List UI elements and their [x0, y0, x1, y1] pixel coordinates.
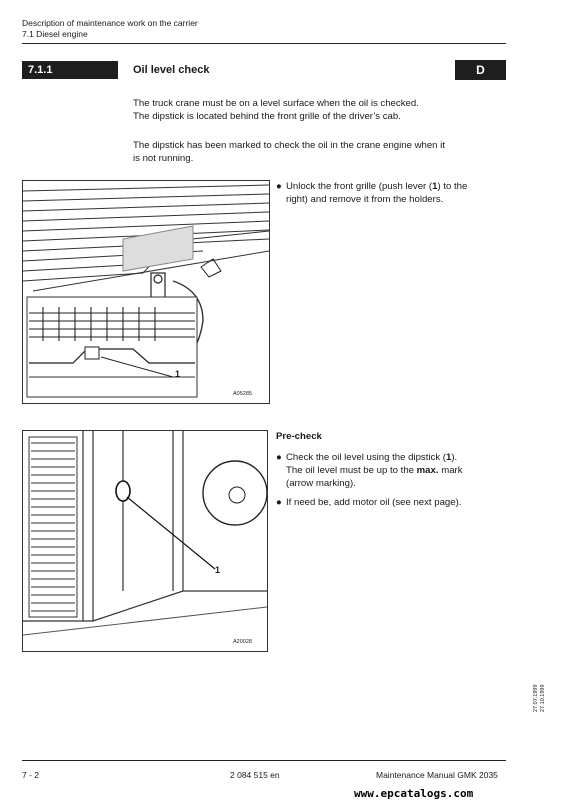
intro-paragraph-1	[133, 97, 513, 123]
precheck-b2-line1: If need be, add motor oil (see next page).	[286, 497, 462, 508]
bullet-item	[276, 496, 526, 509]
figure2-callout-1: 1	[215, 565, 221, 575]
engine-type-tag: D	[455, 60, 506, 80]
bullet-icon: ●	[276, 497, 282, 508]
bullet-item	[276, 180, 516, 206]
bullet-icon: ●	[276, 181, 282, 192]
footer-page-number: 7 - 2	[22, 770, 40, 780]
side-date-1: 27.07.1999	[533, 684, 539, 712]
bullet-icon: ●	[276, 452, 282, 463]
front-grille-illustration	[23, 181, 269, 403]
section-number-bar	[22, 61, 118, 79]
footer-rule	[22, 760, 506, 761]
precheck-text: The oil level must be up to the	[286, 465, 417, 476]
header-rule	[22, 43, 506, 44]
footer-doc-number: 2 084 515 en	[230, 770, 280, 780]
section-number: 7.1.1	[28, 64, 53, 76]
figure1-callout-1: 1	[175, 369, 181, 379]
footer-manual-title: Maintenance Manual GMK 2035	[376, 770, 498, 780]
intro-line: The truck crane must be on a level surface when the oil is checked.	[133, 98, 419, 109]
precheck-text: Check the oil level using the dipstick (	[286, 452, 446, 463]
precheck-section	[276, 430, 526, 509]
precheck-max: max.	[416, 465, 439, 476]
step-unlock-grille	[276, 180, 516, 206]
side-date-2: 27.10.1999	[540, 684, 546, 712]
precheck-b1-line3: (arrow marking).	[286, 478, 356, 489]
precheck-b1-line1	[286, 451, 463, 464]
bullet-item	[276, 451, 526, 490]
section-title: Oil level check	[133, 64, 210, 76]
step1-text: ) to the	[437, 181, 468, 192]
header-chapter: Description of maintenance work on the carrier	[22, 18, 198, 28]
figure-front-grille	[22, 180, 270, 404]
intro-line: The dipstick is located behind the front grille of the driver’s cab.	[133, 111, 401, 122]
step1-line2: right) and remove it from the holders.	[286, 194, 444, 205]
intro-line: The dipstick has been marked to check the oil in the crane engine when it	[133, 140, 445, 151]
step1-ref: 1	[432, 181, 438, 192]
step1-text: Unlock the front grille (push lever (	[286, 181, 433, 192]
header-section: 7.1 Diesel engine	[22, 29, 88, 39]
figure-dipstick	[22, 430, 268, 652]
precheck-ref: 1	[445, 452, 452, 463]
precheck-text: mark	[438, 465, 463, 476]
intro-line: is not running.	[133, 153, 194, 164]
figure2-code: A20028	[233, 639, 252, 645]
watermark: www.epcatalogs.com	[354, 787, 474, 800]
step1-line1	[286, 180, 467, 193]
dipstick-illustration	[23, 431, 267, 651]
figure1-code: A05285	[233, 391, 252, 397]
precheck-b1-line2	[286, 464, 463, 477]
precheck-text: ).	[451, 452, 458, 463]
precheck-heading: Pre-check	[276, 431, 322, 442]
header-breadcrumb	[22, 18, 198, 40]
intro-paragraph-2	[133, 139, 513, 165]
